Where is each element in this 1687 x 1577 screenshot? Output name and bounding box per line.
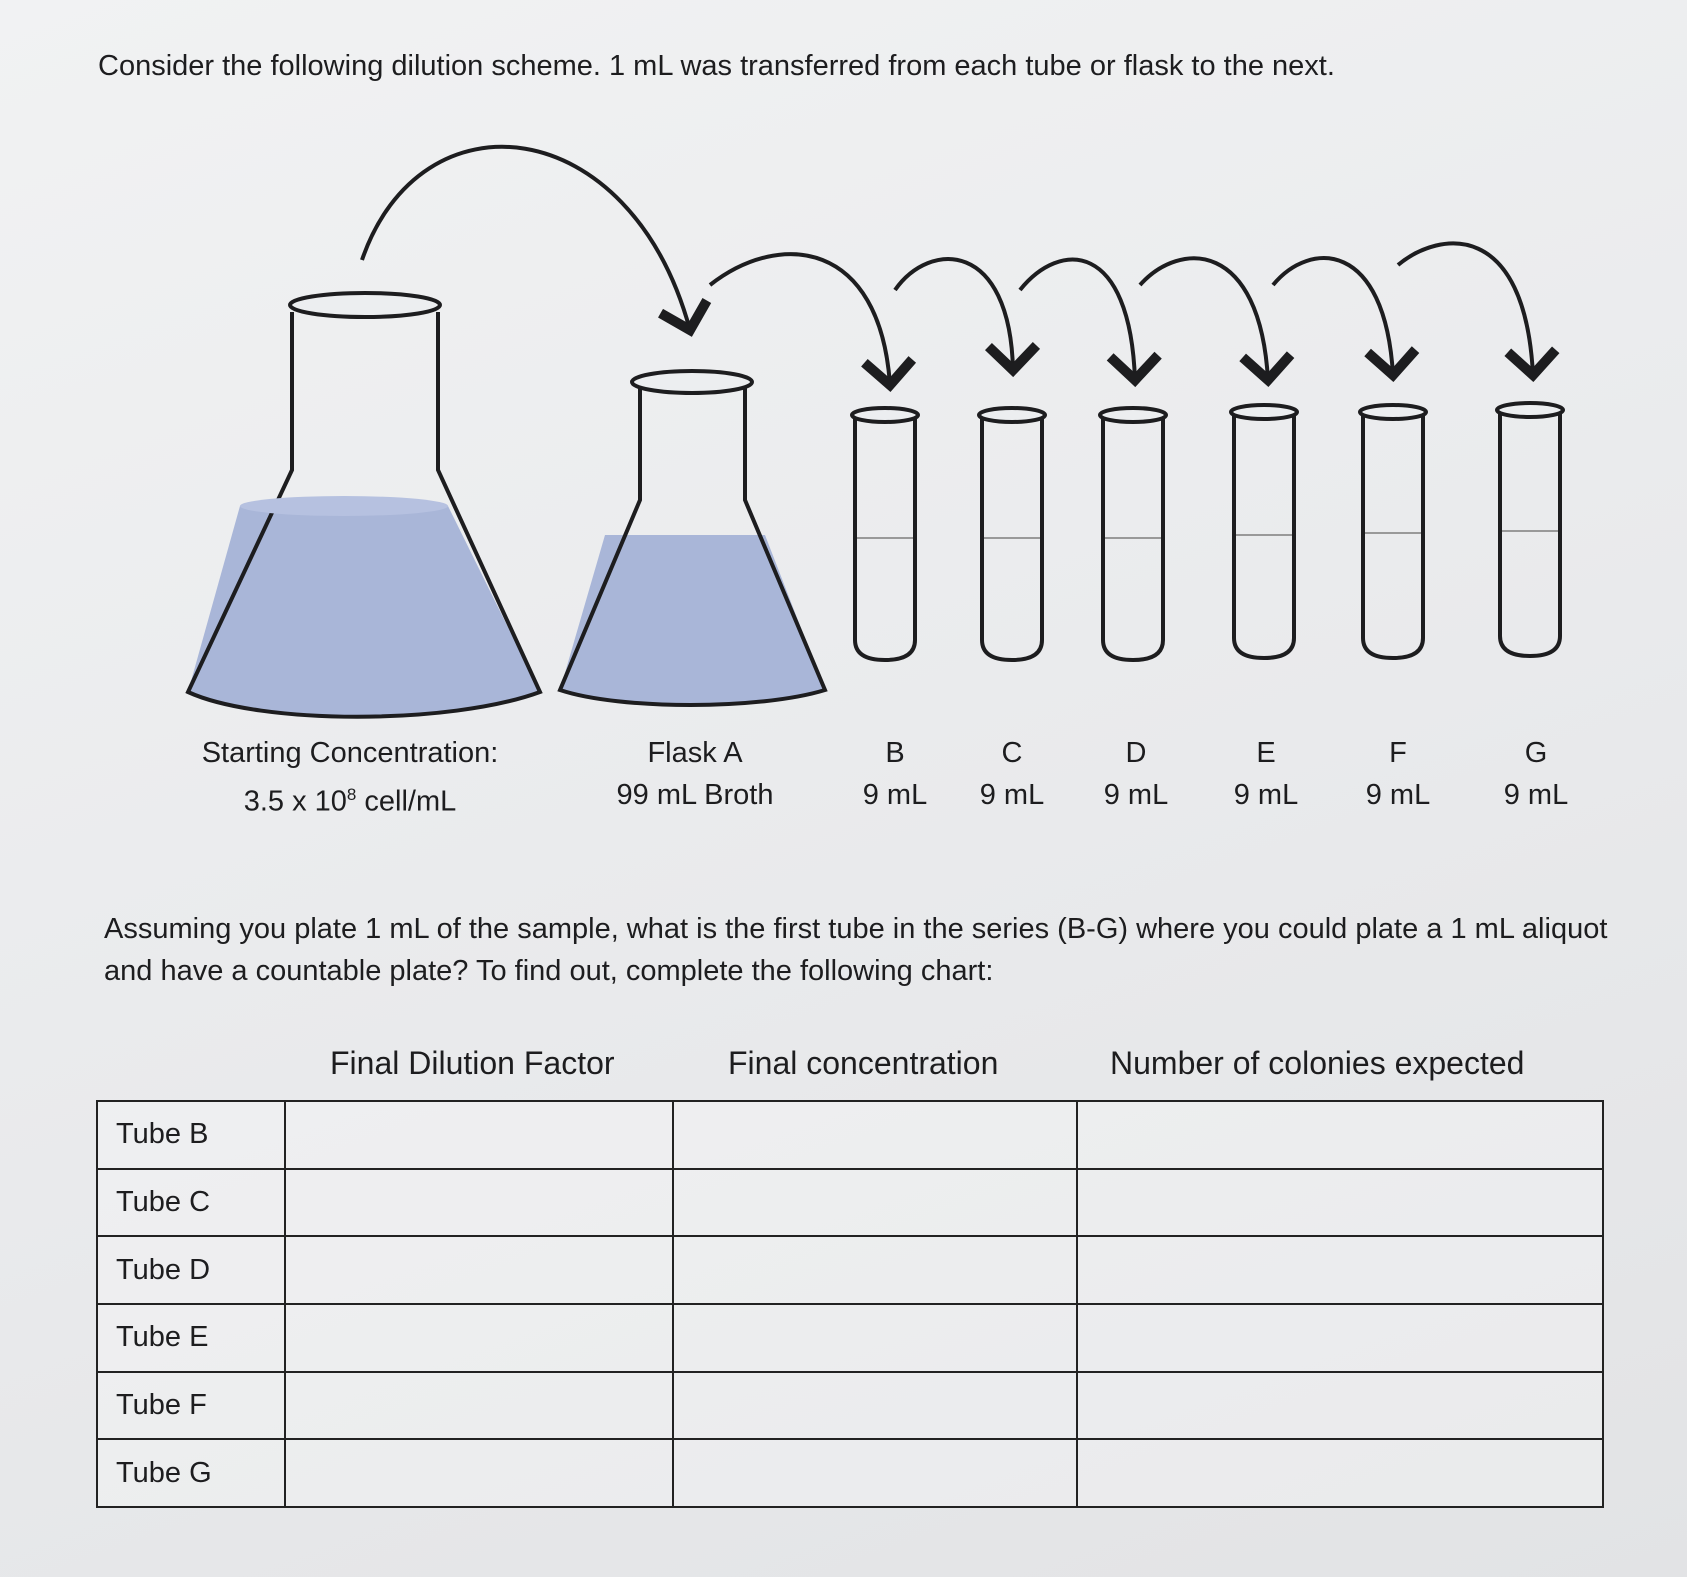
concentration-cell[interactable]: [673, 1236, 1077, 1304]
concentration-cell[interactable]: [673, 1169, 1077, 1237]
colonies-cell[interactable]: [1077, 1372, 1603, 1440]
intro-text: Consider the following dilution scheme. 1 mL was transferred from each tube or flask to the next.: [98, 50, 1335, 82]
question-text: Assuming you plate 1 mL of the sample, what is the first tube in the series (B-G) where you could plate a 1 mL aliquot and have a countable plate? To find out, complete the following chart:: [104, 913, 1608, 987]
colonies-cell[interactable]: [1077, 1236, 1603, 1304]
transfer-arrow-f-to-g: [1398, 243, 1533, 375]
header-final-dilution-factor: Final Dilution Factor: [330, 1045, 615, 1081]
starting-concentration-label: [170, 732, 530, 823]
tube-g: [1497, 403, 1563, 656]
tube-e-label: [1216, 732, 1316, 816]
dilution-cell[interactable]: [285, 1169, 673, 1237]
colonies-cell[interactable]: [1077, 1101, 1603, 1169]
tube-volume: 9 mL: [979, 779, 1045, 811]
tube-e: [1231, 405, 1297, 658]
concentration-cell[interactable]: [673, 1304, 1077, 1372]
row-label: Tube G: [97, 1439, 285, 1507]
tube-name: G: [1524, 737, 1548, 769]
tube-name: B: [885, 737, 905, 769]
tube-volume: 9 mL: [1365, 779, 1431, 811]
tube-name: D: [1125, 737, 1147, 769]
dilution-cell[interactable]: [285, 1236, 673, 1304]
dilution-cell[interactable]: [285, 1439, 673, 1507]
header-colonies-expected: Number of colonies expected: [1110, 1045, 1525, 1081]
header-final-concentration: Final concentration: [728, 1045, 999, 1081]
conc-prefix: 3.5 x 10: [243, 785, 347, 818]
colonies-cell[interactable]: [1077, 1439, 1603, 1507]
transfer-arrow-d-to-e: [1140, 258, 1268, 380]
row-label: Tube C: [97, 1169, 285, 1237]
row-label: Tube D: [97, 1236, 285, 1304]
concentration-cell[interactable]: [673, 1372, 1077, 1440]
starting-flask: [188, 293, 540, 717]
transfer-arrow-a-to-b: [710, 254, 890, 385]
concentration-cell[interactable]: [673, 1439, 1077, 1507]
table-row: [97, 1439, 1603, 1507]
table-row: [97, 1372, 1603, 1440]
concentration-cell[interactable]: [673, 1101, 1077, 1169]
tube-f-label: [1348, 732, 1448, 816]
answer-chart: [96, 1100, 1604, 1508]
flask-a-label: [590, 732, 800, 816]
transfer-arrow-c-to-d: [1020, 260, 1135, 380]
conc-suffix: cell/mL: [356, 785, 457, 818]
row-label: Tube E: [97, 1304, 285, 1372]
tube-volume: 9 mL: [1503, 779, 1569, 811]
tube-f: [1360, 405, 1426, 658]
flask-a: [560, 371, 825, 705]
flask-a-volume: 99 mL Broth: [616, 779, 774, 811]
tube-d: [1100, 408, 1166, 660]
tube-d-label: [1086, 732, 1186, 816]
colonies-cell[interactable]: [1077, 1304, 1603, 1372]
table-row: [97, 1236, 1603, 1304]
table-row: [97, 1304, 1603, 1372]
tube-b: [852, 408, 918, 660]
dilution-cell[interactable]: [285, 1304, 673, 1372]
tube-c-label: [962, 732, 1062, 816]
tube-volume: 9 mL: [1233, 779, 1299, 811]
tube-name: C: [1001, 737, 1023, 769]
tube-b-label: [845, 732, 945, 816]
tube-c: [979, 408, 1045, 660]
colonies-cell[interactable]: [1077, 1169, 1603, 1237]
table-row: [97, 1101, 1603, 1169]
row-label: Tube B: [97, 1101, 285, 1169]
dilution-cell[interactable]: [285, 1101, 673, 1169]
flask-a-name: Flask A: [647, 737, 743, 769]
dilution-cell[interactable]: [285, 1372, 673, 1440]
tube-g-label: [1486, 732, 1586, 816]
transfer-arrow-e-to-f: [1273, 258, 1393, 375]
tube-name: E: [1256, 737, 1276, 769]
starting-concentration-value: [170, 774, 530, 823]
tube-volume: 9 mL: [1103, 779, 1169, 811]
tube-volume: 9 mL: [862, 779, 928, 811]
tube-name: F: [1389, 737, 1407, 769]
transfer-arrow-b-to-c: [895, 259, 1013, 370]
starting-label: Starting Concentration:: [201, 737, 499, 769]
table-row: [97, 1169, 1603, 1237]
conc-exponent: 8: [346, 785, 357, 804]
row-label: Tube F: [97, 1372, 285, 1440]
